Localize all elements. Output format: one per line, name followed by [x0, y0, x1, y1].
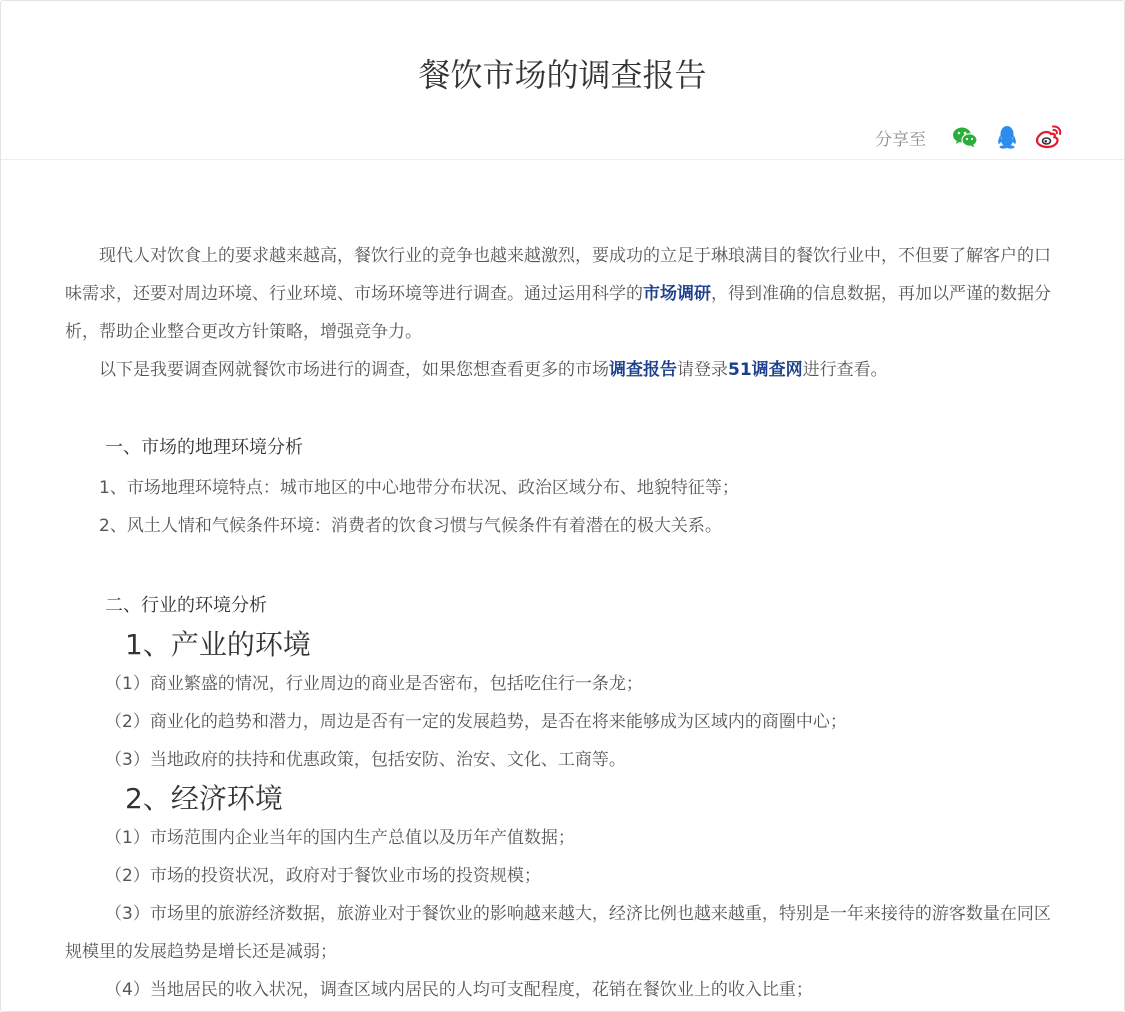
section-heading: 一、市场的地理环境分析 [105, 437, 303, 458]
page-title: 餐饮市场的调查报告 [418, 56, 707, 94]
article-body [65, 237, 1065, 1009]
weibo-icon[interactable] [1034, 122, 1064, 152]
intro-text: 进行查看。 [802, 360, 888, 380]
intro-text: 以下是我要调查网就餐饮市场进行的调查，如果您想查看更多的市场 [99, 360, 609, 380]
intro-paragraph-2 [65, 351, 1065, 389]
list-item: （1）商业繁盛的情况，行业周边的商业是否密布，包括吃住行一条龙； [105, 674, 643, 694]
qq-icon[interactable] [992, 122, 1022, 152]
list-item: （3）市场里的旅游经济数据，旅游业对于餐饮业的影响越来越大，经济比例也越来越重，特别是一年来接待的游客数量在同区规模里的发展趋势是增长还是减弱； [65, 904, 1051, 962]
intro-text: ，得到准确的信息数据，再加以严谨的数据分析，帮助企业整合更改方针策略，增强竞争力。 [65, 284, 1051, 342]
list-item: （3）当地政府的扶持和优惠政策，包括安防、治安、文化、工商等。 [105, 750, 626, 770]
subsection-heading: 1、产业的环境 [125, 628, 311, 661]
survey-report-link[interactable]: 调查报告 [609, 360, 677, 380]
list-item: （2）商业化的趋势和潜力，周边是否有一定的发展趋势，是否在将来能够成为区域内的商圈中心； [105, 712, 847, 732]
intro-text: 现代人对饮食上的要求越来越高，餐饮行业的竞争也越来越激烈，要成功的立足于琳琅满目的餐饮行业中，不但要了解客户的口味需求，还要对周边环境、行业环境、市场环境等进行调查。通过运用科学的 [65, 246, 1051, 304]
subsection-heading: 2、经济环境 [125, 782, 283, 815]
list-item: （2）市场的投资状况，政府对于餐饮业市场的投资规模； [105, 866, 541, 886]
list-item: 1、市场地理环境特点：城市地区的中心地带分布状况、政治区域分布、地貌特征等； [99, 478, 739, 498]
wechat-icon[interactable] [950, 122, 980, 152]
share-label: 分享至 [875, 129, 926, 150]
list-item: （1）市场范围内企业当年的国内生产总值以及历年产值数据； [105, 828, 575, 848]
section-heading: 二、行业的环境分析 [105, 595, 267, 616]
market-research-link[interactable]: 市场调研 [643, 284, 711, 304]
intro-paragraph [65, 237, 1065, 351]
list-item: （4）当地居民的收入状况，调查区域内居民的人均可支配程度，花销在餐饮业上的收入比重； [105, 980, 813, 1000]
share-bar [875, 119, 1064, 155]
article-header [1, 1, 1124, 160]
list-item: 2、风土人情和气候条件环境：消费者的饮食习惯与气候条件有着潜在的极大关系。 [99, 516, 722, 536]
intro-text: 请登录 [677, 360, 728, 380]
51survey-link[interactable]: 51调查网 [728, 360, 803, 380]
